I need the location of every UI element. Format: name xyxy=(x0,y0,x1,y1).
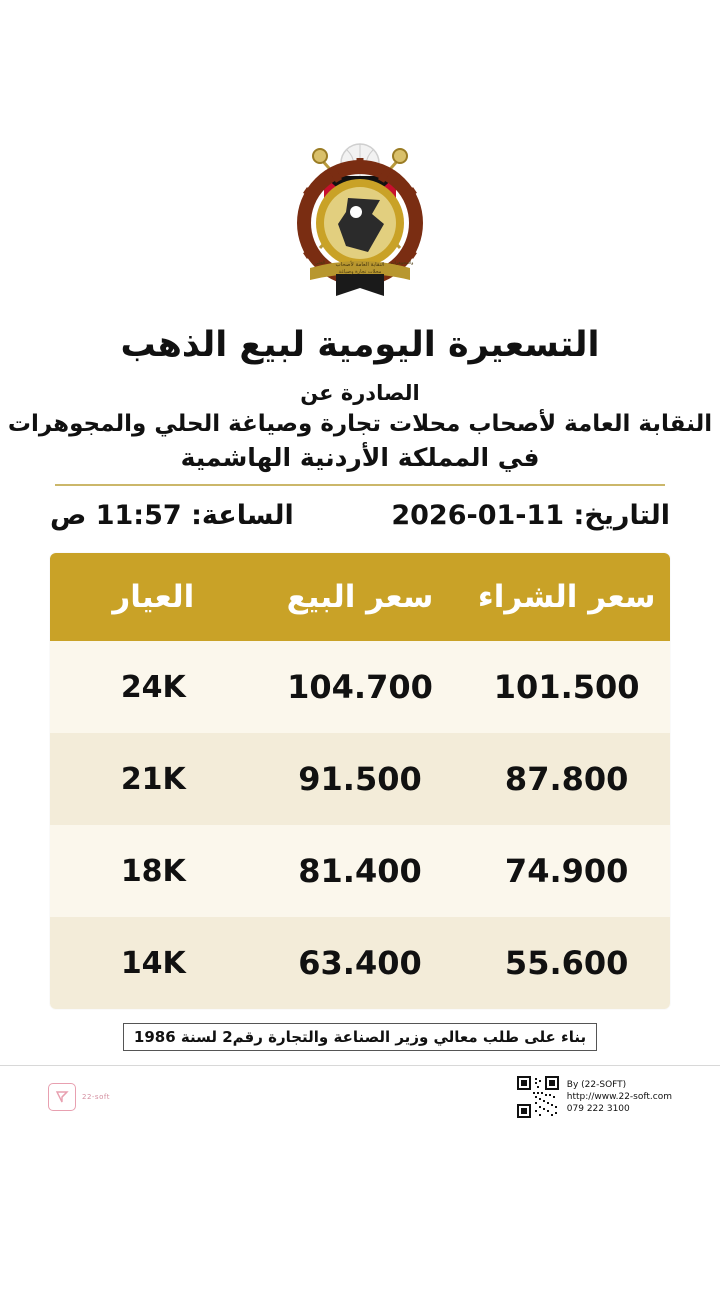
title-divider xyxy=(55,484,665,486)
svg-text:محلات تجارة وصياغة: محلات تجارة وصياغة xyxy=(338,269,382,275)
organization-name: النقابة العامة لأصحاب محلات تجارة وصياغة الحلي والمجوهرات xyxy=(7,411,713,437)
legal-footnote: بناء على طلب معالي وزير الصناعة والتجارة رقم2 لسنة 1986 xyxy=(123,1023,597,1051)
cell-sell-price: 91.500 xyxy=(298,760,422,798)
cell-karat: 18K xyxy=(120,853,186,889)
phone-number: 079 222 3100 xyxy=(566,1104,630,1114)
country-name: في المملكة الأردنية الهاشمية xyxy=(180,443,540,472)
cell-sell-price: 63.400 xyxy=(298,944,422,982)
gold-price-table xyxy=(50,553,670,1009)
cell-karat: 21K xyxy=(120,761,186,797)
cell-sell-price: 81.400 xyxy=(298,852,422,890)
date-time-row xyxy=(50,500,670,531)
svg-text:النقابة العامة لأصحاب: النقابة العامة لأصحاب xyxy=(335,262,385,268)
cell-karat: 24K xyxy=(120,669,186,705)
qr-code-icon xyxy=(517,1076,559,1118)
page-title: التسعيرة اليومية لبيع الذهب xyxy=(120,325,600,365)
table-header-row xyxy=(50,553,670,641)
issued-by-label: الصادرة عن xyxy=(300,381,420,405)
brand-block xyxy=(48,1083,110,1111)
brand-name: 22-soft xyxy=(82,1093,110,1101)
website-link[interactable]: http://www.22-soft.com xyxy=(566,1092,672,1102)
table-row xyxy=(50,641,670,733)
by-line: By (22-SOFT) xyxy=(566,1080,627,1090)
cell-buy-price: 55.600 xyxy=(504,944,629,982)
cell-sell-price: 104.700 xyxy=(287,668,433,706)
contact-lines xyxy=(567,1079,672,1115)
time-block xyxy=(50,500,294,531)
date-label: التاريخ: xyxy=(573,500,670,531)
date-value: 11-01-2026 xyxy=(391,500,565,531)
cell-buy-price: 101.500 xyxy=(493,668,640,706)
table-row xyxy=(50,917,670,1009)
contact-block xyxy=(517,1076,672,1118)
date-block xyxy=(391,500,670,531)
table-row xyxy=(50,733,670,825)
cell-karat: 14K xyxy=(120,945,186,981)
table-row xyxy=(50,825,670,917)
time-value: 11:57 ص xyxy=(50,500,182,531)
svg-text:الحلي: الحلي xyxy=(314,261,326,266)
time-label: الساعة: xyxy=(191,500,294,531)
brand-logo-icon xyxy=(48,1083,76,1111)
header-buy-price: سعر الشراء xyxy=(477,579,656,615)
header-sell-price: سعر البيع xyxy=(286,579,434,615)
footer xyxy=(0,1066,720,1128)
cell-buy-price: 74.900 xyxy=(504,852,629,890)
svg-text:والمجوهرات: والمجوهرات xyxy=(390,261,414,266)
header-karat: العيار xyxy=(112,579,195,615)
jordan-emblem-icon xyxy=(260,128,460,313)
cell-buy-price: 87.800 xyxy=(504,760,629,798)
